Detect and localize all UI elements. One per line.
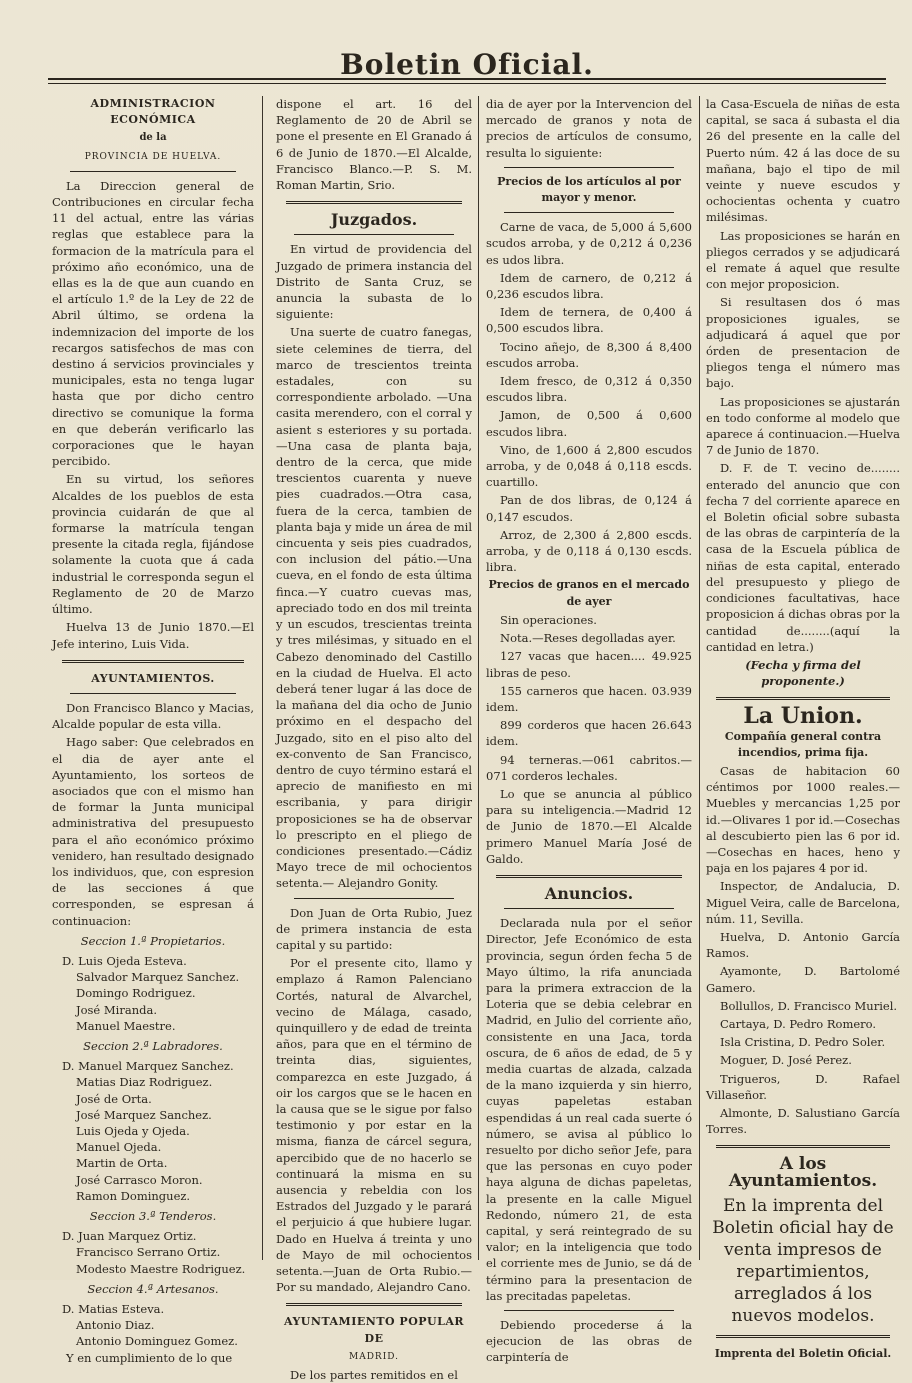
section-heading: Precios de granos en el mercado de ayer xyxy=(488,578,690,608)
paragraph: dispone el art. 16 del Reglamento de 20 de Abril se pone el presente en El Granado á 6 de Junio de 1870.—El Alcalde, Francisco Blanco.—P. S. M. Roman Martin, Srio. xyxy=(276,97,472,193)
paragraph: Lo que se anuncia al público para su inteligencia.—Madrid 12 de Junio de 1870.—El Alcalde primero Manuel María José de Galdo. xyxy=(486,786,692,866)
paragraph: D. F. de T. vecino de........ enterado del anuncio que con fecha 7 del corriente aparece en el Boletin oficial sobre subasta de las obras de carpintería de la casa de la Escuela pública de niñas de esta capital, enterado del presupuesto y pliego de condiciones facultativas, hace proposicion á dichas obras por la cantidad de........(aquí la cantidad en letra.) xyxy=(706,461,900,654)
list-item: D. Matias Esteva. xyxy=(62,1302,165,1317)
list-item: Ramon Dominguez. xyxy=(76,1188,191,1203)
paragraph: Casas de habitacion 60 céntimos por 1000 reales.—Muebles y mercancias 1,25 por id.—Olivares 1 por id.—Cosechas al descubierto pien las 6 por id.—Cosechas en haces, heno y paja en los pajares 4 por id. xyxy=(706,763,900,876)
paragraph: Don Juan de Orta Rubio, Juez de primera instancia de esta capital y su partido: xyxy=(276,905,472,952)
divider xyxy=(294,898,454,899)
list-item: Cartaya, D. Pedro Romero. xyxy=(720,1016,877,1031)
list-item: Isla Cristina, D. Pedro Soler. xyxy=(720,1035,886,1050)
subsection-heading: Seccion 3.ª Tenderos. xyxy=(89,1209,217,1223)
list-item: Luis Ojeda y Ojeda. xyxy=(76,1123,190,1138)
column-1 xyxy=(52,96,254,1365)
divider xyxy=(716,697,890,700)
paragraph: Debiendo procederse á la ejecucion de las obras de carpintería de xyxy=(486,1318,692,1365)
list-item: Manuel Maestre. xyxy=(76,1018,176,1033)
list-item: José Marquez Sanchez. xyxy=(76,1107,212,1122)
paragraph: Y en cumplimiento de lo que xyxy=(66,1350,233,1365)
subsection-heading: Seccion 2.ª Labradores. xyxy=(83,1038,223,1053)
divider xyxy=(294,234,454,235)
column-4 xyxy=(706,96,900,1360)
column-divider xyxy=(478,96,479,1260)
list-item: 155 carneros que hacen. 03.939 idem. xyxy=(486,683,692,714)
price-item: Tocino añejo, de 8,300 á 8,400 escudos arroba. xyxy=(486,339,692,370)
paragraph: Si resultasen dos ó mas proposiciones iguales, se adjudicará á aquel que por órden de presentacion de pliegos tenga el número mas bajo. xyxy=(706,295,900,391)
price-item: Vino, de 1,600 á 2,800 escudos arroba, y de 0,048 á 0,118 escds. cuartillo. xyxy=(486,442,692,490)
divider xyxy=(504,167,674,168)
section-heading: AYUNTAMIENTOS. xyxy=(91,671,215,685)
printer-footer: Imprenta del Boletin Oficial. xyxy=(714,1346,892,1360)
price-item: Jamon, de 0,500 á 0,600 escudos libra. xyxy=(486,408,692,439)
section-heading-sub: MADRID. xyxy=(348,1351,400,1362)
divider xyxy=(504,908,674,909)
divider xyxy=(504,212,674,213)
list-item: Ayamonte, D. Bartolomé Gamero. xyxy=(706,964,900,995)
section-heading: La Union. xyxy=(743,703,863,730)
price-item: Pan de dos libras, de 0,124 á 0,147 escudos. xyxy=(486,493,692,524)
price-item: Arroz, de 2,300 á 2,800 escds. arroba, y de 0,118 á 0,130 escds. libra. xyxy=(486,527,692,575)
list-item: Moguer, D. José Perez. xyxy=(720,1053,852,1068)
divider xyxy=(62,660,244,663)
paragraph: Las proposiciones se ajustarán en todo conforme al modelo que aparece á continuacion.—Huelva 7 de Junio de 1870. xyxy=(706,394,900,458)
subsection-heading: Seccion 4.ª Artesanos. xyxy=(87,1281,219,1296)
paragraph: Declarada nula por el señor Director, Jefe Económico de esta provincia, segun órden fecha 5 de Mayo último, la rifa anunciada para la primera extraccion de la Loteria que se debia celebrar en Madrid, en Julio del corriente año, consistente en una Jaca, torda oscura, de 6 años de edad, de 5 y media cuartas de alzada, calzada de la mano izquierda y sin hierro, cuyas papeletas estaban espendidas á un real cada suerte ó número, se avisa al público lo resuelto por dicho señor Jefe, para que las personas en cuyo poder haya alguna de dichas papeletas, la presente en la calle Miguel Redondo, número 21, de esta capital, y será reintegrado de su valor; en la inteligencia que todo el corriente mes de Junio, se dá de término para la presentacion de las precitadas papeletas. xyxy=(486,916,692,1303)
list-item: Antonio Dominguez Gomez. xyxy=(76,1334,238,1349)
list-item: Trigueros, D. Rafael Villaseñor. xyxy=(706,1071,900,1102)
paragraph: Inspector, de Andalucia, D. Miguel Veira, calle de Barcelona, núm. 11, Sevilla. xyxy=(706,879,900,926)
paragraph: la Casa-Escuela de niñas de esta capital, se saca á subasta el dia 26 del presente en la calle del Puerto núm. 42 á las doce de su mañana, bajo el tipo de mil veinte y nueve escudos y ochocientas ochenta y cuatro milésimas. xyxy=(706,97,900,225)
price-item: Carne de vaca, de 5,000 á 5,600 scudos arroba, y de 0,212 á 0,236 es udos libra. xyxy=(486,220,692,267)
paragraph: dia de ayer por la Intervencion del mercado de granos y nota de precios de artículos de consumo, resulta lo siguiente: xyxy=(486,97,692,160)
paragraph: Una suerte de cuatro fanegas, siete celemines de tierra, del marco de trescientos treinta estadales, con su correspondiente arbolado. —Una casita merendero, con el corral y asient s esteriores y su portada.—Una casa de planta baja, dentro de la cerca, que mide trescientos cuarenta y nueve pies cuadrados.—Otra casa, fuera de la cerca, tambien de planta baja y mide un área de mil cincuenta y seis pies cuadrados, con inclusion del pátio.—Una cueva, en el fondo de esta última finca.—Y cuatro cuevas mas, apreciado todo en dos mil treinta y un escudos, trescientas treinta y tres milésimas, y situado en el Cabezo denominado del Castillo en la ciudad de Huelva. El acto deberá tener lugar á las doce de la mañana del dia ocho de Junio próximo en el despacho del Juzgado, sito en el piso alto del ex-convento de San Francisco, dentro de cuyo término estará el aprecio de manifiesto en mi escribania, y para dirigir proposiciones se ha de observar lo prescripto en el pliego de condiciones presentado.—Cádiz Mayo trece de mil ochocientos setenta.— Alejandro Gonity. xyxy=(276,325,472,891)
column-3 xyxy=(486,96,692,1365)
paragraph: De los partes remitidos en el xyxy=(290,1368,458,1383)
subsection-heading: Seccion 1.ª Propietarios. xyxy=(80,933,226,948)
list-item: 127 vacas que hacen.... 49.925 libras de peso. xyxy=(486,649,692,680)
list-item: 94 terneras.—061 cabritos.—071 corderos lechales. xyxy=(486,752,692,783)
divider xyxy=(286,201,462,204)
divider xyxy=(504,1310,674,1311)
masthead xyxy=(48,48,886,88)
list-item: Manuel Ojeda. xyxy=(76,1140,162,1155)
list-item: Modesto Maestre Rodriguez. xyxy=(76,1261,246,1276)
paragraph: Nota.—Reses degolladas ayer. xyxy=(500,631,676,646)
list-item: D. Manuel Marquez Sanchez. xyxy=(62,1059,234,1074)
section-heading: AYUNTAMIENTO POPULAR DE xyxy=(283,1315,465,1345)
divider xyxy=(286,1303,462,1306)
list-item: Martin de Orta. xyxy=(76,1156,168,1171)
list-item: Domingo Rodriguez. xyxy=(76,986,196,1001)
list-item: José Carrasco Moron. xyxy=(76,1172,203,1187)
list-item: Salvador Marquez Sanchez. xyxy=(76,970,240,985)
divider xyxy=(496,875,682,878)
list-item: Huelva, D. Antonio García Ramos. xyxy=(706,929,900,961)
section-heading-province: PROVINCIA DE HUELVA. xyxy=(84,151,222,162)
section-heading: A los Ayuntamientos. xyxy=(728,1154,878,1191)
paragraph: Huelva 13 de Junio 1870.—El Jefe interino, Luis Vida. xyxy=(52,620,254,651)
paragraph: Don Francisco Blanco y Macias, Alcalde popular de esta villa. xyxy=(52,700,254,732)
section-heading: Precios de los artículos al por mayor y menor. xyxy=(497,174,681,205)
section-heading-sub: Compañía general contra incendios, prima fija. xyxy=(724,729,882,759)
list-item: Almonte, D. Salustiano García Torres. xyxy=(706,1105,900,1137)
list-item: 899 corderos que hacen 26.643 idem. xyxy=(486,718,692,749)
paragraph: En virtud de providencia del Juzgado de primera instancia del Distrito de Santa Cruz, se anuncia la subasta de lo siguiente: xyxy=(276,242,472,322)
list-item: Francisco Serrano Ortiz. xyxy=(76,1245,221,1260)
section-heading: Juzgados. xyxy=(330,210,418,230)
paragraph: En su virtud, los señores Alcaldes de los pueblos de esta provincia cuidarán de que al formarse la matrícula tengan presente la citada regla, fijándose solamente la cuota que á cada industrial le corresponda segun el Reglamento de 20 de Marzo último. xyxy=(52,472,254,617)
section-heading: ADMINISTRACION ECONÓMICA xyxy=(90,97,216,127)
paragraph: Hago saber: Que celebrados en el dia de ayer ante el Ayuntamiento, los sorteos de asociados que con el mismo han de formar la Junta municipal administrativa del presupuesto para el año económico próximo venidero, han resultado designado los individuos, que, con espresion de las secciones á que corresponden, se espresan á continuacion: xyxy=(52,735,254,928)
advertisement-text: En la imprenta del Boletin oficial hay de venta impresos de repartimientos, arreglados á los nuevos modelos. xyxy=(712,1195,894,1326)
divider xyxy=(70,693,236,694)
divider xyxy=(70,171,236,172)
list-item: Bollullos, D. Francisco Muriel. xyxy=(720,998,898,1013)
list-item: D. Luis Ojeda Esteva. xyxy=(62,953,187,968)
section-heading: Anuncios. xyxy=(544,883,634,903)
column-2 xyxy=(276,96,472,1383)
list-item: José Miranda. xyxy=(76,1002,157,1017)
list-item: José de Orta. xyxy=(76,1091,152,1106)
divider xyxy=(716,1335,890,1338)
paragraph: La Direccion general de Contribuciones en circular fecha 11 del actual, entre las várias reglas que establece para la formacion de la matrícula para el próximo año económico, una de ellas es la de que aun cuando en el artículo 1.º de la Ley de 22 de Abril último, se ordena la indemnizacion del importe de los recargos satisfechos de mas con destino á servicios provinciales y municipales, esta no tenga lugar hasta que por dicho centro directivo se comunique la forma en que deberán verificarlo las corporaciones que le hayan percibido. xyxy=(52,178,254,469)
divider xyxy=(716,1145,890,1148)
price-item: Idem de ternera, de 0,400 á 0,500 escudos libra. xyxy=(486,305,692,336)
paragraph: Sin operaciones. xyxy=(500,612,597,627)
list-item: D. Juan Marquez Ortiz. xyxy=(62,1229,197,1244)
column-divider xyxy=(262,96,263,1260)
section-heading-sub: de la xyxy=(139,132,167,144)
paragraph: Las proposiciones se harán en pliegos cerrados y se adjudicará el remate á aquel que resulte con mejor proposicion. xyxy=(706,228,900,292)
paragraph: Por el presente cito, llamo y emplazo á Ramon Palenciano Cortés, natural de Alvarchel, vecino de Málaga, casado, quinquillero y de edad de treinta años, para que en el término de treinta dias, siguientes, comparezca en este Juzgado, á oir los cargos que se le hacen en la causa que se le sigue por falso testimonio y por estar en la misma, fianza de cárcel segura, apercibido que de no hacerlo se continuará la misma en su ausencia y rebeldia con los Estrados del Juzgado y le parará el perjuicio á que hubiere lugar. Dado en Huelva á treinta y uno de Mayo de mil ochocientos setenta.—Juan de Orta Rubio.—Por su mandado, Alejandro Cano. xyxy=(276,956,472,1295)
masthead-title: Boletin Oficial. xyxy=(340,48,594,81)
list-item: Matias Diaz Rodriguez. xyxy=(76,1075,213,1090)
masthead-rule xyxy=(48,78,886,84)
signature-note: (Fecha y firma del proponente.) xyxy=(745,657,861,689)
column-divider xyxy=(699,96,700,1260)
price-item: Idem fresco, de 0,312 á 0,350 escudos libra. xyxy=(486,374,692,405)
price-item: Idem de carnero, de 0,212 á 0,236 escudos libra. xyxy=(486,270,692,302)
list-item: Antonio Diaz. xyxy=(76,1318,155,1333)
